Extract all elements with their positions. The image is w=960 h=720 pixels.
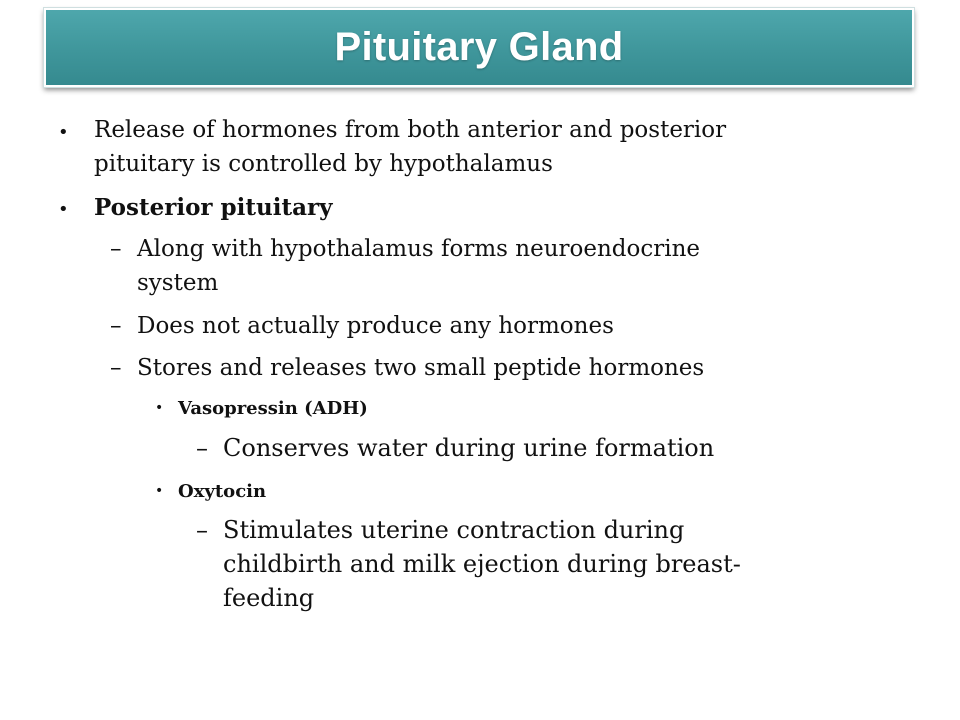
dash-marker: – xyxy=(110,313,122,339)
hormone-1-description-line-1: Conserves water during urine formation xyxy=(223,434,715,462)
bullet-2-line-1: Posterior pituitary xyxy=(94,194,333,221)
bullet-marker: • xyxy=(58,199,69,220)
hormone-2-description-line-2: childbirth and milk ejection during breast- xyxy=(223,550,741,578)
sub-bullet-1-line-2: system xyxy=(137,270,219,296)
dash-marker: – xyxy=(196,516,208,544)
slide-title: Pituitary Gland xyxy=(334,25,624,69)
dash-marker: – xyxy=(110,355,122,381)
hormone-1-name: Vasopressin (ADH) xyxy=(178,398,368,419)
hormone-2-description-line-1: Stimulates uterine contraction during xyxy=(223,516,685,544)
bullet-marker: • xyxy=(155,483,164,499)
sub-bullet-1-line-1: Along with hypothalamus forms neuroendocrine xyxy=(137,236,701,262)
bullet-marker: • xyxy=(155,400,164,416)
sub-bullet-2-line-1: Does not actually produce any hormones xyxy=(137,313,614,339)
hormone-2-name: Oxytocin xyxy=(178,481,267,502)
bullet-marker: • xyxy=(58,122,69,143)
sub-bullet-3-line-1: Stores and releases two small peptide hormones xyxy=(137,355,705,381)
hormone-2-description-line-3: feeding xyxy=(223,584,315,612)
dash-marker: – xyxy=(110,236,122,262)
title-banner xyxy=(44,8,914,87)
dash-marker: – xyxy=(196,434,208,462)
bullet-1-line-1: Release of hormones from both anterior and posterior xyxy=(94,117,727,143)
bullet-1-line-2: pituitary is controlled by hypothalamus xyxy=(94,151,553,177)
